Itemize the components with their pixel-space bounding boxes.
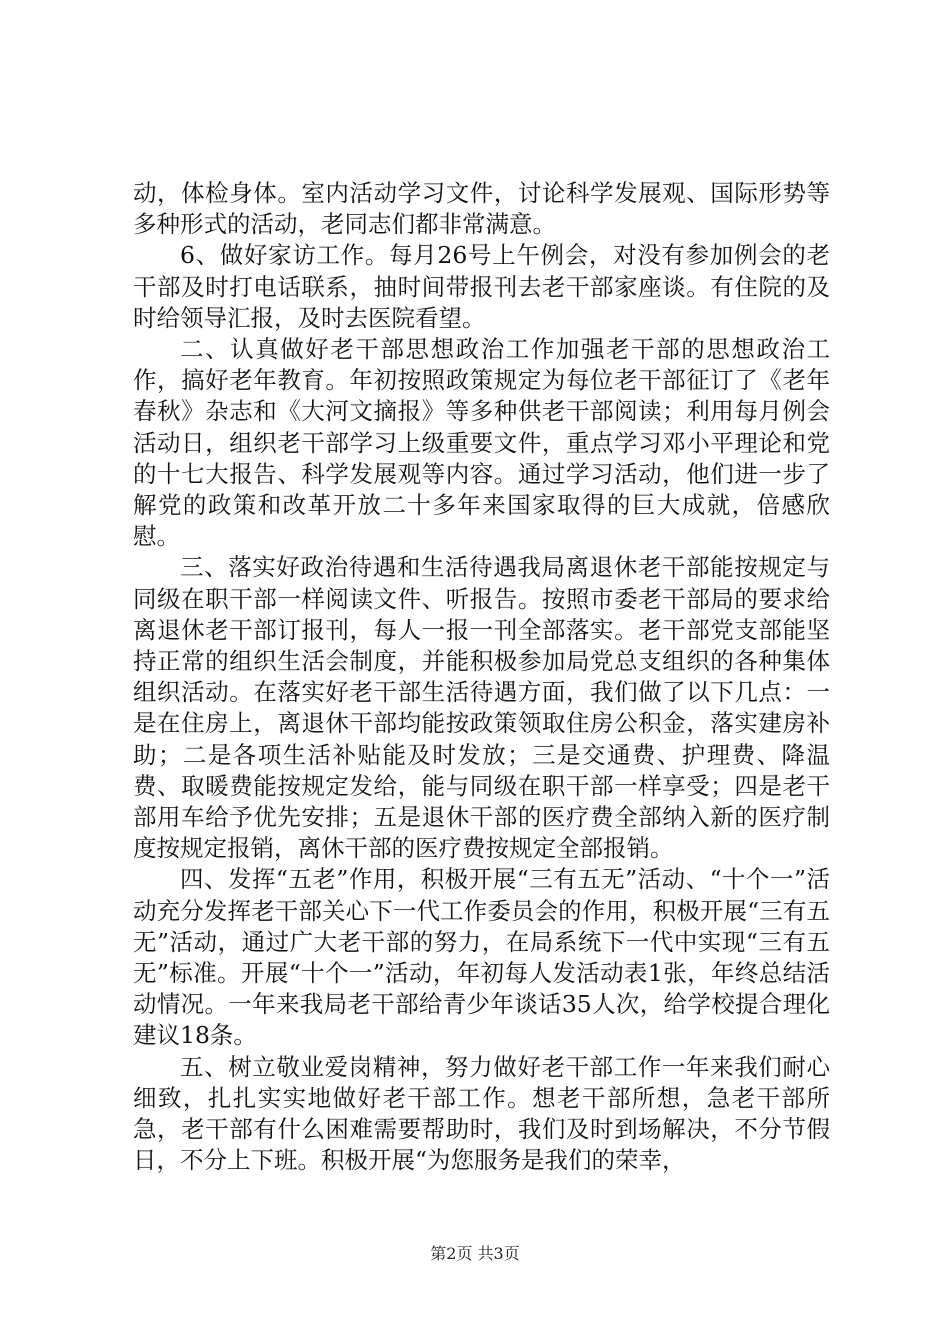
paragraph-section-three: 三、落实好政治待遇和生活待遇我局离退休老干部能按规定与同级在职干部一样阅读文件、听报告。按照市委老干部局的要求给离退休老干部订报刊，每人一报一刊全部落实。老干部党支部能坚持正常的组织生活会制度，并能积极参加局党总支组织的各种集体组织活动。在落实好老干部生活待遇方面，我们做了以下几点：一是在住房上，离退休干部均能按政策领取住房公积金，落实建房补助；二是各项生活补贴能及时发放；三是交通费、护理费、降温费、取暖费能按规定发给，能与同级在职干部一样享受；四是老干部用车给予优先安排；五是退休干部的医疗费全部纳入新的医疗制度按规定报销，离休干部的医疗费按规定全部报销。: [133, 553, 830, 863]
paragraph-section-two: 二、认真做好老干部思想政治工作加强老干部的思想政治工作，搞好老年教育。年初按照政策规定为每位老干部征订了《老年春秋》杂志和《大河文摘报》等多种供老干部阅读；利用每月例会活动日，组织老干部学习上级重要文件，重点学习邓小平理论和党的十七大报告、科学发展观等内容。通过学习活动，他们进一步了解党的政策和改革开放二十多年来国家取得的巨大成就，倍感欣慰。: [133, 335, 830, 551]
paragraph-continuation: 动，体检身体。室内活动学习文件，讨论科学发展观、国际形势等多种形式的活动，老同志们都非常满意。: [133, 179, 830, 239]
document-body: [133, 178, 830, 1177]
paragraph-section-five: 五、树立敬业爱岗精神，努力做好老干部工作一年来我们耐心细致，扎扎实实地做好老干部工作。想老干部所想，急老干部所急，老干部有什么困难需要帮助时，我们及时到场解决，不分节假日，不分上下班。积极开展“为您服务是我们的荣幸，: [133, 1052, 830, 1175]
page-footer: 第2页 共3页: [430, 1244, 520, 1263]
paragraph-home-visits: 6、做好家访工作。每月26号上午例会，对没有参加例会的老干部及时打电话联系，抽时间带报刊去老干部家座谈。有住院的及时给领导汇报，及时去医院看望。: [133, 241, 830, 332]
paragraph-section-four: 四、发挥“五老”作用，积极开展“三有五无”活动、“十个一”活动充分发挥老干部关心下一代工作委员会的作用，积极开展“三有五无”活动，通过广大老干部的努力，在局系统下一代中实现“三有五无”标准。开展“十个一”活动，年初每人发活动表1张，年终总结活动情况。一年来我局老干部给青少年谈话35人次，给学校提合理化建议18条。: [133, 865, 830, 1050]
